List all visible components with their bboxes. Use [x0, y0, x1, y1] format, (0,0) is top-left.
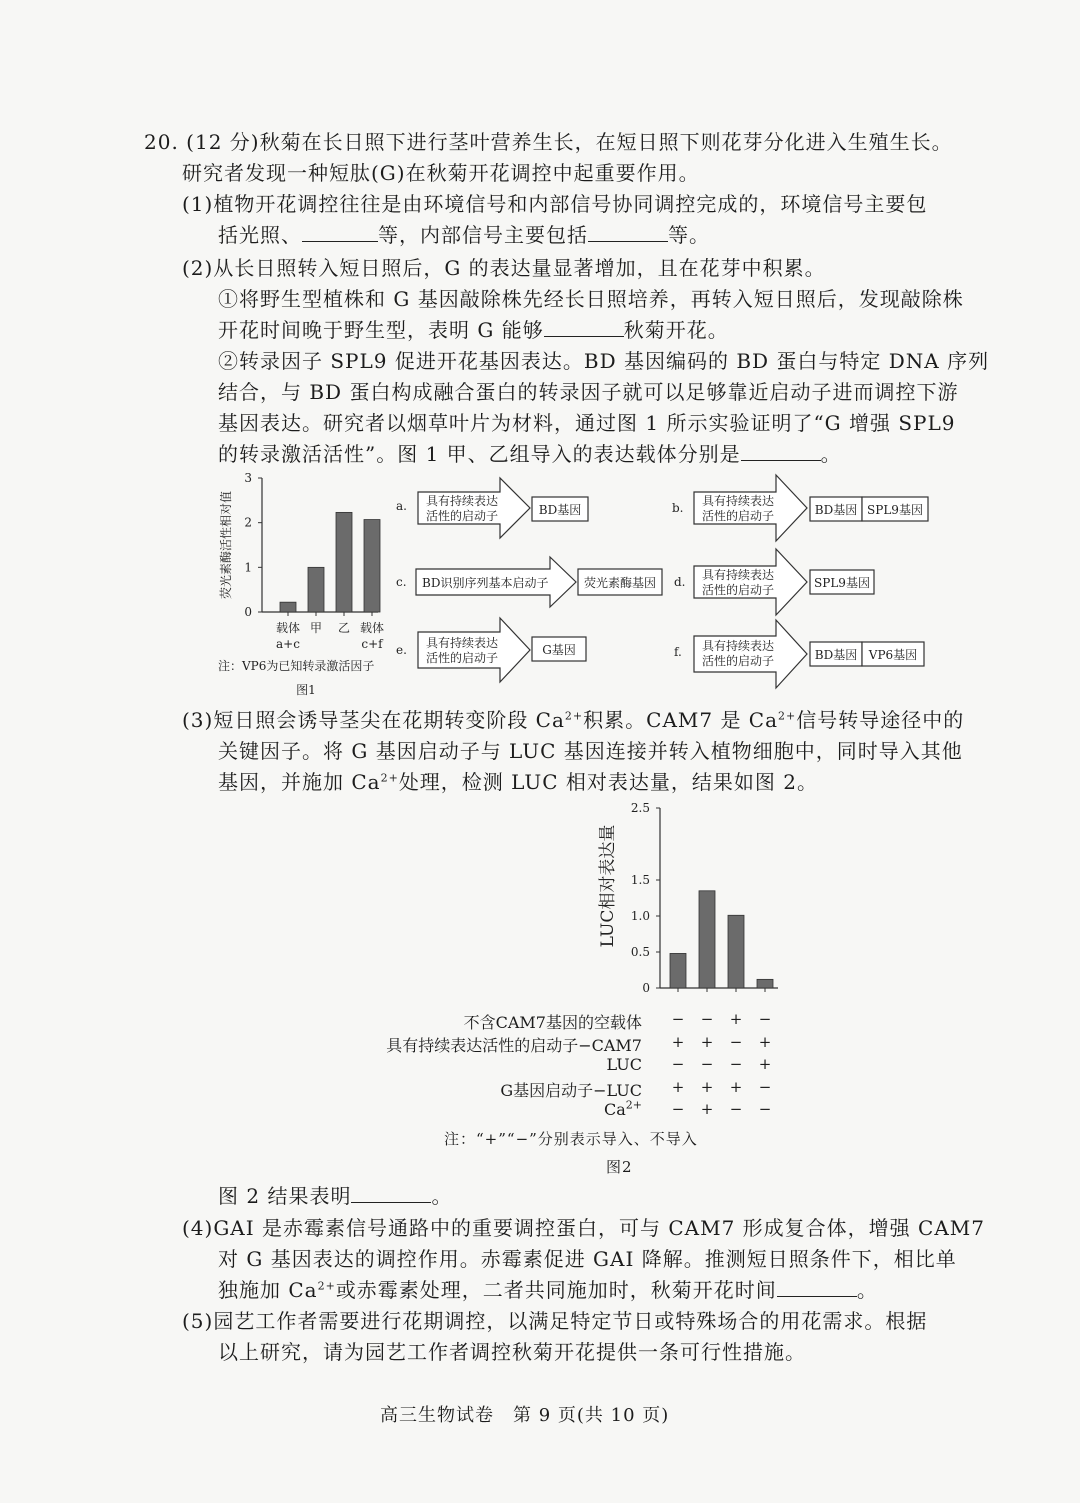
answer-blank-2[interactable]: [588, 221, 668, 242]
svg-text:具有持续表达: 具有持续表达: [702, 568, 775, 582]
figure1-xlabel: 乙: [337, 621, 351, 635]
part2-line-g: 的转录激活活性”。图 1 甲、乙组导入的表达载体分别是 。: [218, 442, 842, 466]
figure2-mark: −: [671, 1100, 685, 1118]
figure2-ytick-label: 1.5: [630, 873, 650, 887]
figure1-ytick-label: 0: [244, 605, 252, 619]
construct-c: [396, 557, 662, 607]
svg-text:BD识别序列基本启动子: BD识别序列基本启动子: [422, 576, 549, 590]
svg-text:活性的启动子: 活性的启动子: [702, 583, 775, 597]
figure2-bar: [670, 953, 686, 988]
figure2-mark: +: [729, 1010, 743, 1028]
figure2-mark: +: [700, 1100, 714, 1118]
figure2-mark: −: [700, 1055, 714, 1073]
svg-text:活性的启动子: 活性的启动子: [426, 509, 499, 523]
figure1-xlabel: 甲: [309, 621, 323, 635]
question-intro-line-2: 研究者发现一种短肽(G)在秋菊开花调控中起重要作用。: [182, 161, 700, 185]
figure2-mark: +: [758, 1032, 772, 1051]
svg-text:BD基因: BD基因: [538, 503, 582, 517]
part1-line-b: 括光照、 等，内部信号主要包括 等。: [218, 223, 710, 247]
construct-d: [674, 549, 874, 615]
figure2-bar: [728, 915, 744, 988]
part5-line-b: 以上研究，请为园艺工作者调控秋菊开花提供一条可行性措施。: [218, 1340, 806, 1364]
svg-text:具有持续表达: 具有持续表达: [426, 636, 499, 650]
figure1: [210, 470, 950, 705]
part4-line-b: 对 G 基因表达的调控作用。赤霉素促进 GAI 降解。推测短日照条件下，相比单: [218, 1247, 957, 1271]
figure2-row-label: LUC: [606, 1055, 642, 1074]
figure1-ytick-label: 1: [244, 560, 252, 575]
figure2-row-label: $Ca^{2+}$: [604, 1098, 642, 1119]
answer-blank-5[interactable]: [351, 1182, 431, 1203]
svg-text:具有持续表达: 具有持续表达: [426, 494, 499, 508]
figure1-note: 注：VP6为已知转录激活因子: [218, 659, 375, 673]
figure1-bar: [336, 512, 352, 612]
figure2-mark: −: [758, 1100, 772, 1118]
figure1-ytick-label: 2: [244, 515, 252, 530]
svg-text:BD基因: BD基因: [814, 503, 858, 517]
figure2-mark: +: [671, 1077, 685, 1096]
figure2-mark: +: [671, 1032, 685, 1051]
answer-blank-3[interactable]: [544, 316, 624, 337]
figure2-mark: −: [729, 1055, 743, 1073]
svg-text:活性的启动子: 活性的启动子: [426, 651, 499, 665]
part2-line-b: ①将野生型植株和 G 基因敲除株先经长日照培养，再转入短日照后，发现敲除株: [218, 287, 964, 311]
figure1-bar: [364, 520, 380, 612]
part2-line-a: (2)从长日照转入短日照后，G 的表达量显著增加，且在花芽中积累。: [182, 256, 826, 280]
figure2-row-label: 不含CAM7基因的空载体: [463, 1013, 642, 1032]
figure2-note: 注：“+”“−”分别表示导入、不导入: [444, 1130, 698, 1148]
svg-text:d.: d.: [674, 575, 686, 589]
part2-line-e: 结合，与 BD 蛋白构成融合蛋白的转录因子就可以足够靠近启动子进而调控下游: [218, 380, 959, 404]
part3-line-c: 基因，并施加 $Ca^{2+}$处理，检测 LUC 相对表达量，结果如图 2。: [218, 770, 818, 794]
svg-text:荧光素酶基因: 荧光素酶基因: [583, 576, 657, 590]
part2-line-c: 开花时间晚于野生型，表明 G 能够 秋菊开花。: [218, 318, 729, 342]
figure2-ylabel: LUC相对表达量: [598, 824, 618, 948]
svg-text:SPL9基因: SPL9基因: [867, 503, 923, 517]
svg-text:f.: f.: [674, 645, 682, 659]
figure1-ytick-label: 3: [244, 471, 252, 485]
part4-line-a: (4)GAI 是赤霉素信号通路中的重要调控蛋白，可与 CAM7 形成复合体，增强 CAM7: [182, 1216, 985, 1240]
figure1-bar: [308, 567, 324, 612]
svg-text:具有持续表达: 具有持续表达: [702, 639, 775, 653]
figure2-row-label: G基因启动子−LUC: [500, 1080, 642, 1100]
construct-f: [674, 620, 924, 688]
svg-text:b.: b.: [672, 501, 684, 515]
construct-b: [672, 475, 928, 541]
svg-text:活性的启动子: 活性的启动子: [702, 654, 775, 668]
figure2-mark: −: [758, 1077, 772, 1096]
svg-text:a.: a.: [396, 499, 407, 513]
figure2-caption: 图2: [606, 1158, 633, 1176]
figure2-mark: +: [700, 1032, 714, 1051]
question-number: 20.: [144, 130, 179, 154]
svg-text:c.: c.: [396, 575, 407, 589]
part3-conclusion: 图 2 结果表明 。: [218, 1184, 453, 1208]
part2-line-d: ②转录因子 SPL9 促进开花基因表达。BD 基因编码的 BD 蛋白与特定 DNA 序列: [218, 349, 990, 373]
figure2-ytick-label: 2.5: [630, 801, 650, 815]
figure1-xlabel: 载体: [359, 621, 385, 635]
svg-text:VP6基因: VP6基因: [868, 648, 918, 662]
answer-blank-4[interactable]: [741, 440, 821, 461]
page-footer: 高三生物试卷 第 9 页(共 10 页): [380, 1405, 670, 1426]
figure2-mark: +: [729, 1077, 743, 1096]
figure2-bar: [757, 979, 773, 988]
figure2-row-label: 具有持续表达活性的启动子−CAM7: [386, 1035, 642, 1055]
figure2-mark: −: [729, 1100, 743, 1118]
svg-text:BD基因: BD基因: [814, 648, 858, 662]
figure2-mark: +: [758, 1055, 772, 1073]
figure2-mark: −: [700, 1010, 714, 1028]
answer-blank-1[interactable]: [302, 221, 378, 242]
figure2-bar: [699, 891, 715, 988]
part3-line-b: 关键因子。将 G 基因启动子与 LUC 基因连接并转入植物细胞中，同时导入其他: [218, 739, 963, 763]
figure1-bar: [280, 602, 296, 612]
figure1-bar-chart: [218, 471, 384, 697]
construct-e: [396, 618, 586, 682]
figure2-mark: −: [729, 1032, 743, 1051]
figure2-bar-chart: [590, 798, 800, 1003]
question-intro-line-1: 20. (12 分)秋菊在长日照下进行茎叶营养生长，在短日照下则花芽分化进入生殖生长。: [144, 130, 953, 154]
part1-line-a: (1)植物开花调控往往是由环境信号和内部信号协同调控完成的，环境信号主要包: [182, 192, 928, 216]
figure1-xlabel: 载体: [275, 621, 301, 635]
part3-line-a: (3)短日照会诱导茎尖在花期转变阶段 $Ca^{2+}$积累。CAM7 是 $Ca^{2+}$信号转导途径中的: [182, 708, 965, 732]
part4-line-c: 独施加 $Ca^{2+}$或赤霉素处理，二者共同施加时，秋菊开花时间 。: [218, 1278, 878, 1302]
figure2-ytick-label: 0: [642, 981, 650, 995]
figure1-xlabel-sub: a+c: [276, 637, 300, 651]
figure2-ytick-label: 1.0: [630, 909, 650, 923]
svg-text:G基因: G基因: [542, 643, 576, 657]
svg-text:e.: e.: [396, 643, 407, 657]
figure2-mark: +: [700, 1077, 714, 1096]
figure1-ylabel: 荧光素酶活性相对值: [219, 490, 233, 600]
figure2-mark: −: [671, 1010, 685, 1028]
part5-line-a: (5)园艺工作者需要进行花期调控，以满足特定节日或特殊场合的用花需求。根据: [182, 1309, 928, 1333]
figure2-mark: −: [671, 1055, 685, 1073]
figure2-mark: −: [758, 1010, 772, 1028]
answer-blank-6[interactable]: [777, 1276, 857, 1297]
svg-text:SPL9基因: SPL9基因: [814, 576, 870, 590]
question-score: (12 分): [186, 130, 260, 154]
figure1-xlabel-sub: c+f: [361, 637, 383, 651]
part2-line-f: 基因表达。研究者以烟草叶片为材料，通过图 1 所示实验证明了“G 增强 SPL9: [218, 411, 956, 435]
svg-text:具有持续表达: 具有持续表达: [702, 494, 775, 508]
svg-text:活性的启动子: 活性的启动子: [702, 509, 775, 523]
figure2-ytick-label: 0.5: [630, 945, 650, 959]
construct-a: [396, 478, 588, 538]
figure1-caption: 图1: [296, 683, 316, 697]
